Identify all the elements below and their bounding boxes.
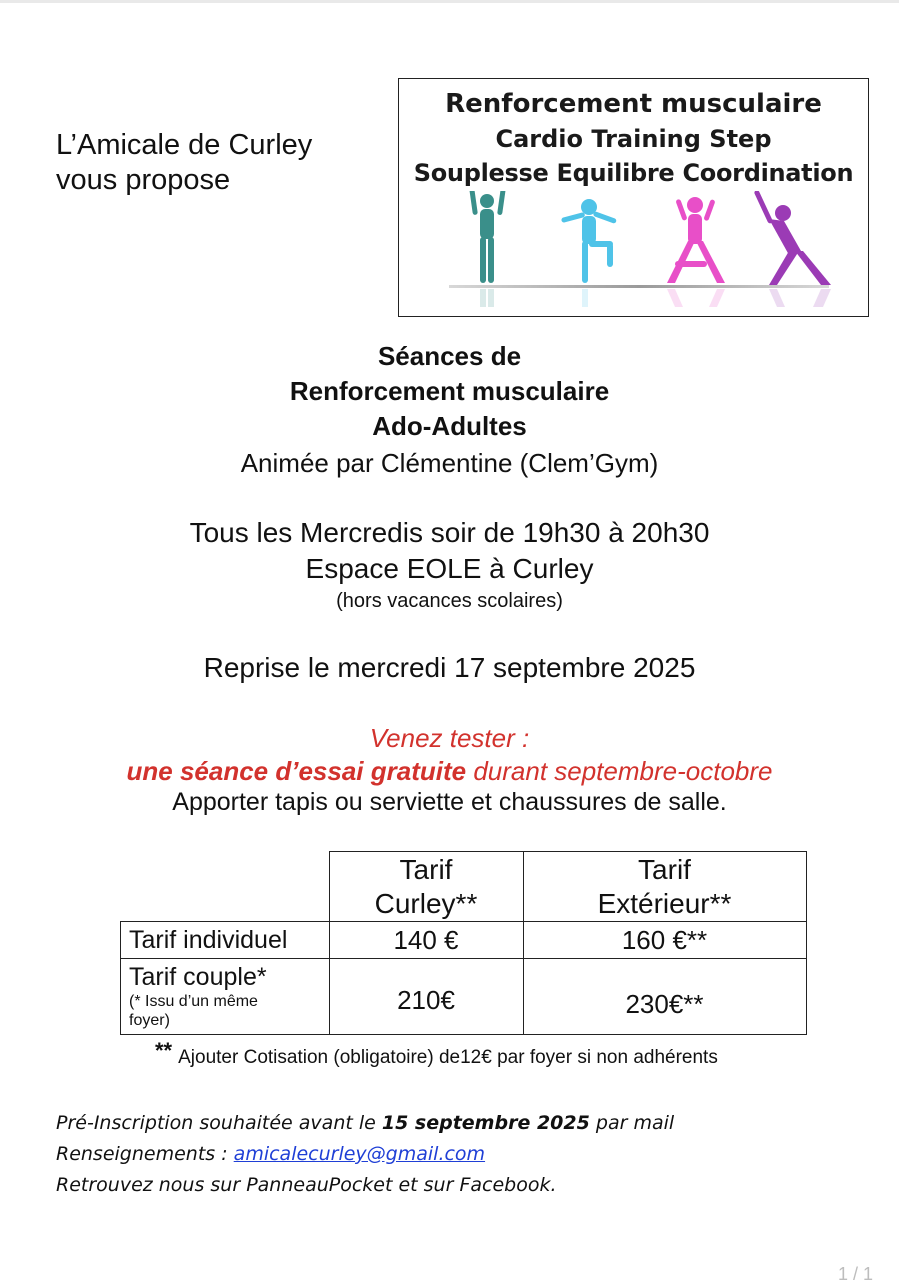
prereg-text: Pré-Inscription souhaitée avant le	[56, 1112, 382, 1134]
schedule-note: (hors vacances scolaires)	[336, 590, 563, 612]
social-line: Retrouvez nous sur PanneauPocket et sur Facebook.	[56, 1174, 557, 1196]
row-couple-label-cell	[121, 959, 330, 1035]
resume-date: Reprise le mercredi 17 septembre 2025	[203, 652, 696, 683]
figure-side-stretch-icon	[754, 191, 831, 285]
intro-text	[56, 128, 312, 198]
banner-line-3: Souplesse Equilibre Coordination	[413, 159, 854, 187]
table-row	[121, 922, 807, 959]
row-couple-exterieur: 230€**	[523, 959, 806, 1035]
prereg-date: 15 septembre 2025	[381, 1112, 590, 1134]
membership-note	[155, 1038, 718, 1069]
figure-lunge-icon	[667, 197, 725, 283]
note-text: Ajouter Cotisation (obligatoire) de12€ par foyer si non adhérents	[178, 1047, 718, 1068]
row-individual-exterieur: 160 €**	[523, 922, 806, 959]
note-stars: **	[155, 1038, 173, 1063]
table-row	[121, 959, 807, 1035]
trial-offer-bold: une séance d’essai gratuite	[126, 756, 467, 786]
header-curley-line-1: Tarif	[399, 853, 453, 885]
intro-line-1: L’Amicale de Curley	[56, 129, 313, 161]
header-curley	[329, 852, 523, 922]
table-corner	[121, 852, 330, 922]
bring-equipment: Apporter tapis ou serviette et chaussures de salle.	[172, 788, 727, 816]
row-couple-sub-2: foyer)	[129, 1012, 170, 1029]
row-couple-label: Tarif couple*	[129, 963, 267, 991]
figure-knee-lift-icon	[561, 199, 617, 283]
activity-banner	[398, 78, 869, 317]
header-exterieur	[523, 852, 806, 922]
table-header-row	[121, 852, 807, 922]
intro-line-2: vous propose	[56, 164, 231, 196]
prereg-suffix: par mail	[589, 1112, 675, 1134]
preregistration-line	[56, 1112, 674, 1134]
header-ext-line-1: Tarif	[638, 853, 691, 885]
exercise-figures-illustration	[439, 191, 839, 309]
row-individual-curley: 140 €	[329, 922, 523, 959]
header-curley-line-2: Curley**	[374, 887, 478, 919]
page-number: 1 / 1	[837, 1264, 873, 1284]
schedule-when: Tous les Mercredis soir de 19h30 à 20h30	[189, 517, 710, 548]
banner-line-1: Renforcement musculaire	[445, 89, 822, 119]
banner-line-2: Cardio Training Step	[495, 125, 772, 153]
header-ext-line-2: Extérieur**	[597, 887, 732, 919]
title-line-1: Séances de	[377, 341, 522, 371]
title-line-2: Renforcement musculaire	[289, 376, 610, 406]
info-label: Renseignements :	[56, 1143, 234, 1165]
pricing-table	[120, 851, 807, 1035]
figure-standing-icon	[469, 191, 506, 283]
floor-line	[449, 285, 829, 288]
top-border	[0, 0, 899, 3]
trial-offer	[0, 756, 899, 787]
schedule-where: Espace EOLE à Curley	[305, 553, 594, 584]
title-line-3: Ado-Adultes	[372, 411, 527, 441]
trial-heading: Venez tester :	[369, 723, 530, 753]
trial-offer-rest: durant septembre-octobre	[466, 756, 773, 786]
row-individual-label: Tarif individuel	[121, 922, 330, 959]
animator-text: Animée par Clémentine (Clem’Gym)	[240, 448, 659, 478]
info-line	[56, 1143, 485, 1165]
row-couple-sub-1: (* Issu d’un même	[129, 993, 258, 1010]
email-link[interactable]: amicalecurley@gmail.com	[233, 1143, 486, 1165]
figure-reflections	[480, 289, 831, 307]
row-couple-curley: 210€	[329, 959, 523, 1035]
